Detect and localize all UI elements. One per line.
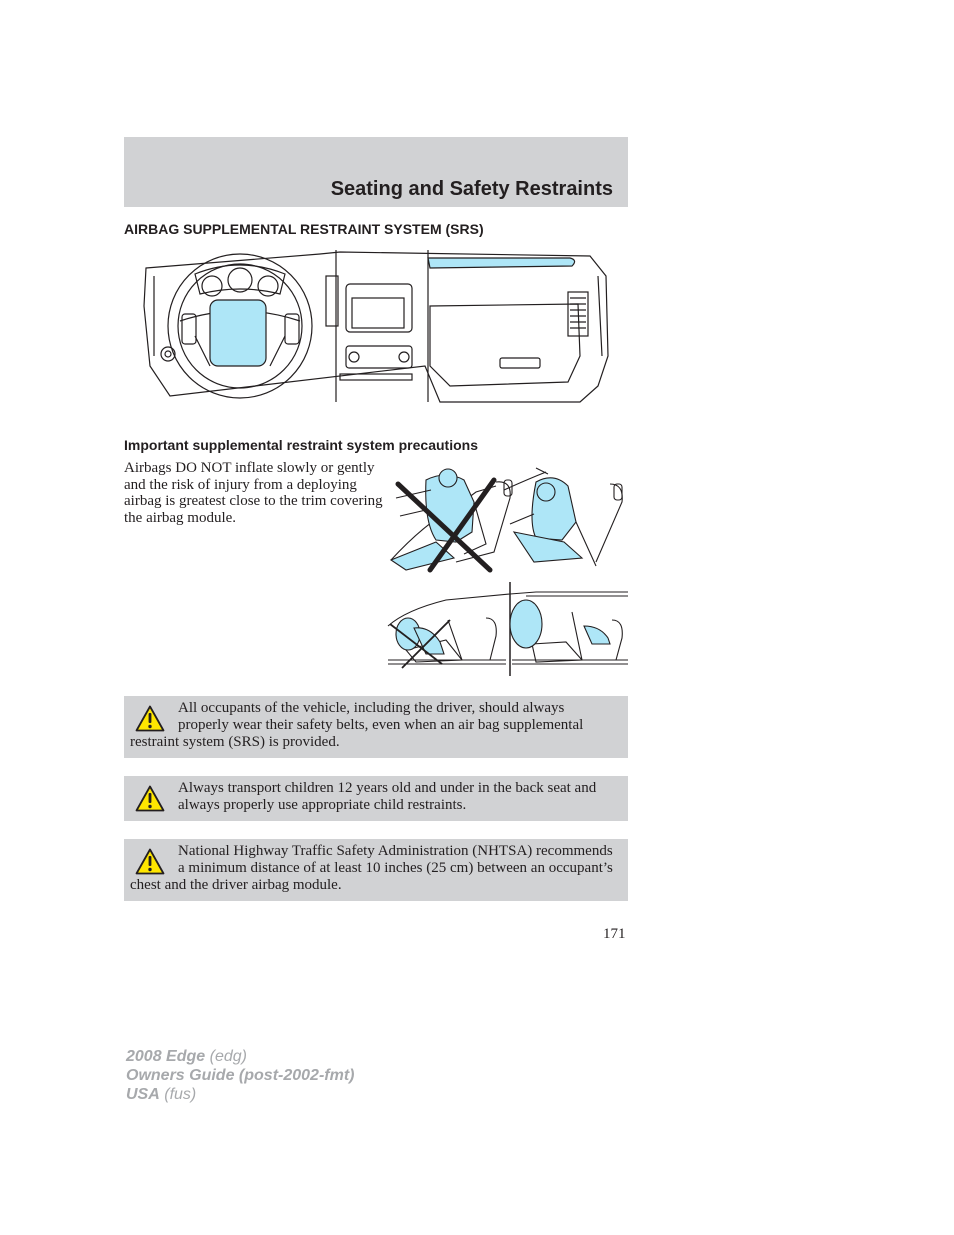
footer-model: 2008 Edge	[126, 1048, 206, 1065]
footer-model-code: (edg)	[209, 1048, 247, 1065]
precautions-heading: Important supplemental restraint system precautions	[124, 437, 478, 453]
warning-safety-belts	[124, 696, 628, 758]
page-number: 171	[603, 926, 626, 942]
document-footer	[126, 1047, 354, 1104]
header-band	[124, 137, 628, 207]
occupant-position-illustration	[386, 462, 630, 574]
footer-line-3	[126, 1085, 354, 1104]
footer-market: USA	[126, 1086, 160, 1103]
caution-triangle-icon	[135, 785, 165, 812]
warning-text: Always transport children 12 years old and under in the back seat and always properly use appropriate child restraints.	[178, 780, 597, 813]
caution-triangle-icon	[135, 848, 165, 875]
footer-guide: Owners Guide (post-2002-fmt)	[126, 1067, 355, 1084]
dashboard-airbag-illustration	[140, 246, 612, 406]
warning-text: All occupants of the vehicle, including the driver, should always properly wear their safety belts, even when an air bag supplemental restraint system (SRS) is provided.	[130, 700, 584, 750]
footer-line-2	[126, 1066, 354, 1085]
footer-market-code: (fus)	[164, 1086, 197, 1103]
warning-text: National Highway Traffic Safety Administration (NHTSA) recommends a minimum distance of at least 10 inches (25 cm) between an occupant’s chest and the driver airbag module.	[130, 843, 613, 893]
section-heading: AIRBAG SUPPLEMENTAL RESTRAINT SYSTEM (SRS)	[124, 221, 484, 237]
vehicle-seating-illustration	[386, 580, 630, 678]
warning-child-restraints	[124, 776, 628, 821]
warning-nhtsa-distance	[124, 839, 628, 901]
precautions-body: Airbags DO NOT inflate slowly or gently and the risk of injury from a deploying airbag is greatest close to the trim covering the airbag module.	[124, 460, 383, 526]
footer-line-1	[126, 1047, 354, 1066]
caution-triangle-icon	[135, 705, 165, 732]
page-title: Seating and Safety Restraints	[330, 178, 613, 200]
